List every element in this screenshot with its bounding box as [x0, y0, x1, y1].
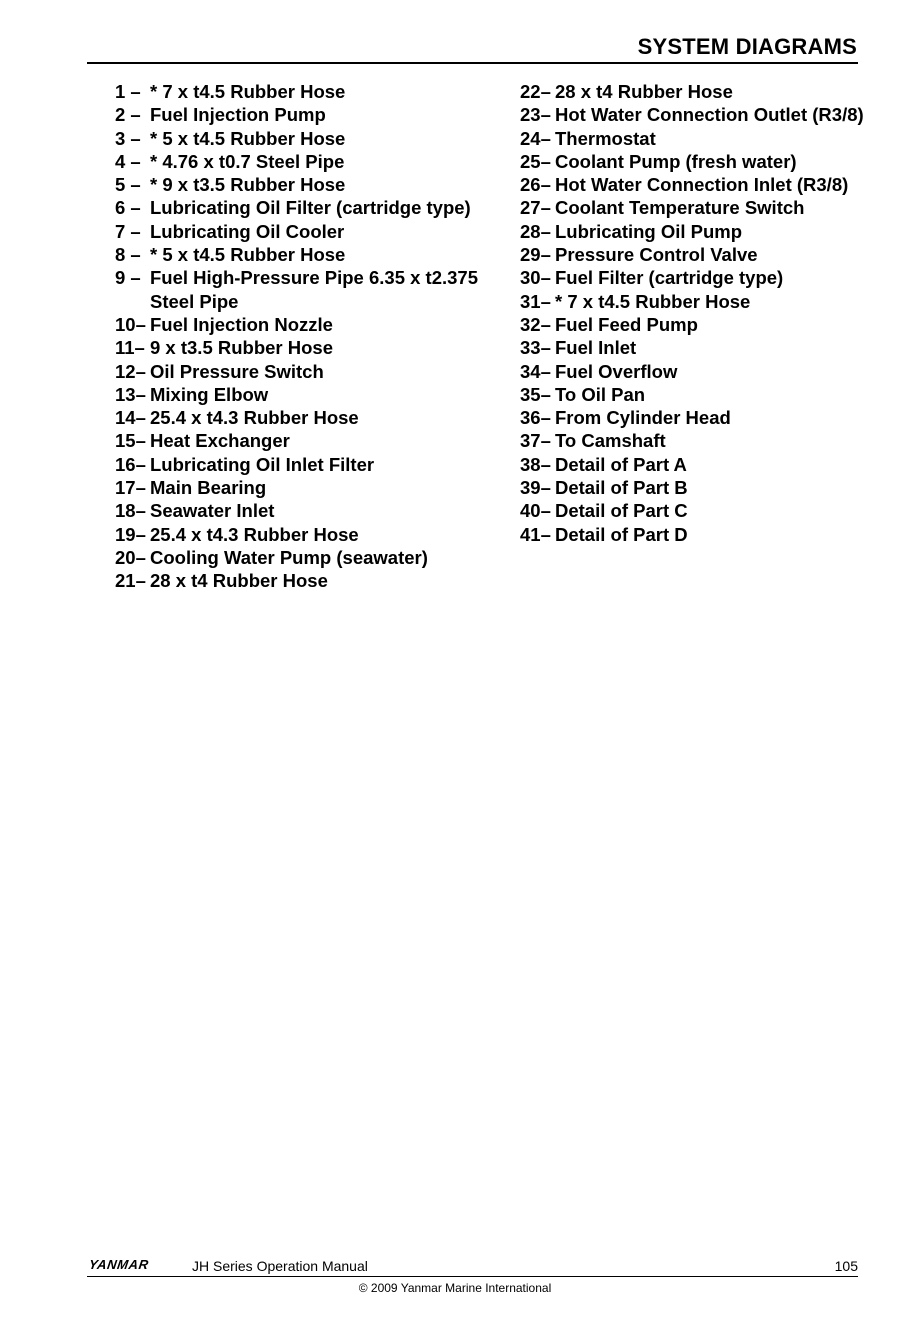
legend-item: [115, 173, 495, 196]
legend-item-text: Fuel High-Pressure Pipe 6.35 x t2.375 Steel Pipe: [150, 267, 479, 312]
legend-item: [520, 429, 865, 452]
legend-item-number: 3 –: [115, 127, 141, 149]
legend-item-text: Detail of Part D: [555, 523, 688, 545]
legend-item: [520, 499, 865, 522]
legend-item-text: Fuel Feed Pump: [555, 313, 698, 335]
legend-item-number: 26–: [520, 174, 551, 196]
legend-item: [115, 103, 495, 126]
legend-item-number: 8 –: [115, 244, 141, 266]
legend-item-text: Hot Water Connection Inlet (R3/8): [555, 174, 849, 196]
legend-item: [520, 150, 865, 173]
legend-item-text: * 7 x t4.5 Rubber Hose: [555, 290, 751, 312]
legend-item: [520, 127, 865, 150]
legend-item-text: 9 x t3.5 Rubber Hose: [150, 337, 334, 359]
legend-item-number: 16–: [115, 453, 146, 475]
legend-item-text: Seawater Inlet: [150, 500, 275, 522]
legend-item-number: 9 –: [115, 267, 141, 289]
legend-item: [520, 313, 865, 336]
legend-item-text: Fuel Inlet: [555, 337, 637, 359]
legend-item: [520, 266, 865, 289]
legend-item-text: Thermostat: [555, 127, 656, 149]
legend-item-number: 13–: [115, 383, 146, 405]
legend-right-column: [520, 80, 865, 546]
legend-item-number: 35–: [520, 383, 551, 405]
legend-item-text: * 5 x t4.5 Rubber Hose: [150, 244, 346, 266]
legend-item: [115, 429, 495, 452]
legend-item: [115, 360, 495, 383]
legend-item-text: To Oil Pan: [555, 383, 646, 405]
legend-item: [520, 453, 865, 476]
legend-item-number: 36–: [520, 407, 551, 429]
legend-item: [520, 196, 865, 219]
legend-item-number: 27–: [520, 197, 551, 219]
legend-item-number: 32–: [520, 313, 551, 335]
legend-item: [115, 313, 495, 336]
legend-item-number: 10–: [115, 313, 146, 335]
legend-item: [115, 476, 495, 499]
legend-item-number: 33–: [520, 337, 551, 359]
legend-item-text: To Camshaft: [555, 430, 666, 452]
legend-item: [115, 80, 495, 103]
legend-item-text: Hot Water Connection Outlet (R3/8): [555, 104, 864, 126]
legend-item-text: Coolant Temperature Switch: [555, 197, 805, 219]
legend-item-text: * 5 x t4.5 Rubber Hose: [150, 127, 346, 149]
legend-item-text: Heat Exchanger: [150, 430, 290, 452]
legend-item: [115, 499, 495, 522]
legend-item: [520, 173, 865, 196]
legend-item-text: Detail of Part B: [555, 477, 688, 499]
legend-item-text: Oil Pressure Switch: [150, 360, 324, 382]
legend-item: [115, 406, 495, 429]
legend-item: [520, 360, 865, 383]
legend-item-text: Fuel Filter (cartridge type): [555, 267, 784, 289]
legend-item-number: 40–: [520, 500, 551, 522]
legend-item: [115, 569, 495, 592]
legend-item-number: 24–: [520, 127, 551, 149]
legend-item-number: 17–: [115, 477, 146, 499]
legend-item-text: Cooling Water Pump (seawater): [150, 546, 428, 568]
legend-item: [115, 220, 495, 243]
legend-item: [520, 383, 865, 406]
page-number: 105: [834, 1258, 858, 1274]
legend-item: [115, 243, 495, 266]
legend-item: [115, 546, 495, 569]
legend-item-text: * 4.76 x t0.7 Steel Pipe: [150, 150, 345, 172]
legend-left-column: [115, 80, 495, 593]
legend-item-number: 39–: [520, 477, 551, 499]
legend-item: [520, 523, 865, 546]
legend-item-number: 21–: [115, 570, 146, 592]
legend-item-number: 1 –: [115, 81, 141, 102]
legend-item: [520, 290, 865, 313]
legend-item-text: * 9 x t3.5 Rubber Hose: [150, 174, 346, 196]
footer-rule: [87, 1276, 858, 1277]
legend-item-text: Coolant Pump (fresh water): [555, 150, 797, 172]
copyright: © 2009 Yanmar Marine International: [358, 1281, 552, 1295]
legend-item: [115, 150, 495, 173]
legend-item-text: 28 x t4 Rubber Hose: [150, 570, 328, 592]
legend-item-number: 14–: [115, 407, 146, 429]
legend-item-number: 4 –: [115, 150, 141, 172]
legend-item-number: 25–: [520, 150, 551, 172]
legend-item-text: Detail of Part A: [555, 453, 687, 475]
legend-item: [520, 406, 865, 429]
legend-item: [115, 336, 495, 359]
legend-item: [520, 243, 865, 266]
legend-item: [520, 336, 865, 359]
legend-item: [115, 266, 495, 313]
legend-item-text: Lubricating Oil Cooler: [150, 220, 345, 242]
header-rule: [87, 62, 858, 64]
legend-item-text: * 7 x t4.5 Rubber Hose: [150, 81, 346, 102]
legend-item-number: 38–: [520, 453, 551, 475]
legend-item-text: Mixing Elbow: [150, 383, 269, 405]
legend-item: [520, 103, 865, 126]
legend-item: [115, 383, 495, 406]
legend-item-number: 2 –: [115, 104, 141, 126]
legend-item-text: Detail of Part C: [555, 500, 688, 522]
legend-item-number: 6 –: [115, 197, 141, 219]
legend-item-text: 25.4 x t4.3 Rubber Hose: [150, 407, 359, 429]
legend-item: [115, 453, 495, 476]
legend-item-text: 25.4 x t4.3 Rubber Hose: [150, 523, 359, 545]
legend-item-number: 11–: [115, 337, 145, 359]
legend-item-number: 31–: [520, 290, 551, 312]
legend-item-number: 41–: [520, 523, 551, 545]
legend-item-number: 19–: [115, 523, 146, 545]
legend-item-text: Fuel Injection Pump: [150, 104, 326, 126]
legend-item-number: 34–: [520, 360, 551, 382]
legend-item: [115, 127, 495, 150]
legend-item-number: 29–: [520, 244, 551, 266]
legend-item-text: Pressure Control Valve: [555, 244, 758, 266]
legend-item-number: 18–: [115, 500, 146, 522]
legend-item-text: Lubricating Oil Inlet Filter: [150, 453, 375, 475]
legend-item: [115, 196, 495, 219]
legend-item: [115, 523, 495, 546]
legend-item-text: Fuel Overflow: [555, 360, 678, 382]
legend-item: [520, 476, 865, 499]
legend-item-number: 30–: [520, 267, 551, 289]
legend-item-number: 37–: [520, 430, 551, 452]
legend-item-text: From Cylinder Head: [555, 407, 731, 429]
legend-item-text: Main Bearing: [150, 477, 267, 499]
legend-item-number: 20–: [115, 546, 146, 568]
legend-item-text: 28 x t4 Rubber Hose: [555, 81, 733, 102]
legend-item-text: Lubricating Oil Pump: [555, 220, 743, 242]
legend-item-number: 12–: [115, 360, 146, 382]
legend-item-number: 7 –: [115, 220, 141, 242]
legend-item: [520, 220, 865, 243]
legend-item-number: 28–: [520, 220, 551, 242]
legend-item-number: 22–: [520, 81, 551, 102]
legend-item-number: 15–: [115, 430, 146, 452]
legend-item: [520, 80, 865, 103]
legend-item-text: Lubricating Oil Filter (cartridge type): [150, 197, 471, 219]
manual-title: JH Series Operation Manual: [192, 1258, 368, 1274]
yanmar-logo: YANMAR: [87, 1257, 150, 1272]
legend-item-number: 23–: [520, 104, 551, 126]
section-title: SYSTEM DIAGRAMS: [637, 34, 857, 59]
legend-item-text: Fuel Injection Nozzle: [150, 313, 333, 335]
legend-item-number: 5 –: [115, 174, 141, 196]
